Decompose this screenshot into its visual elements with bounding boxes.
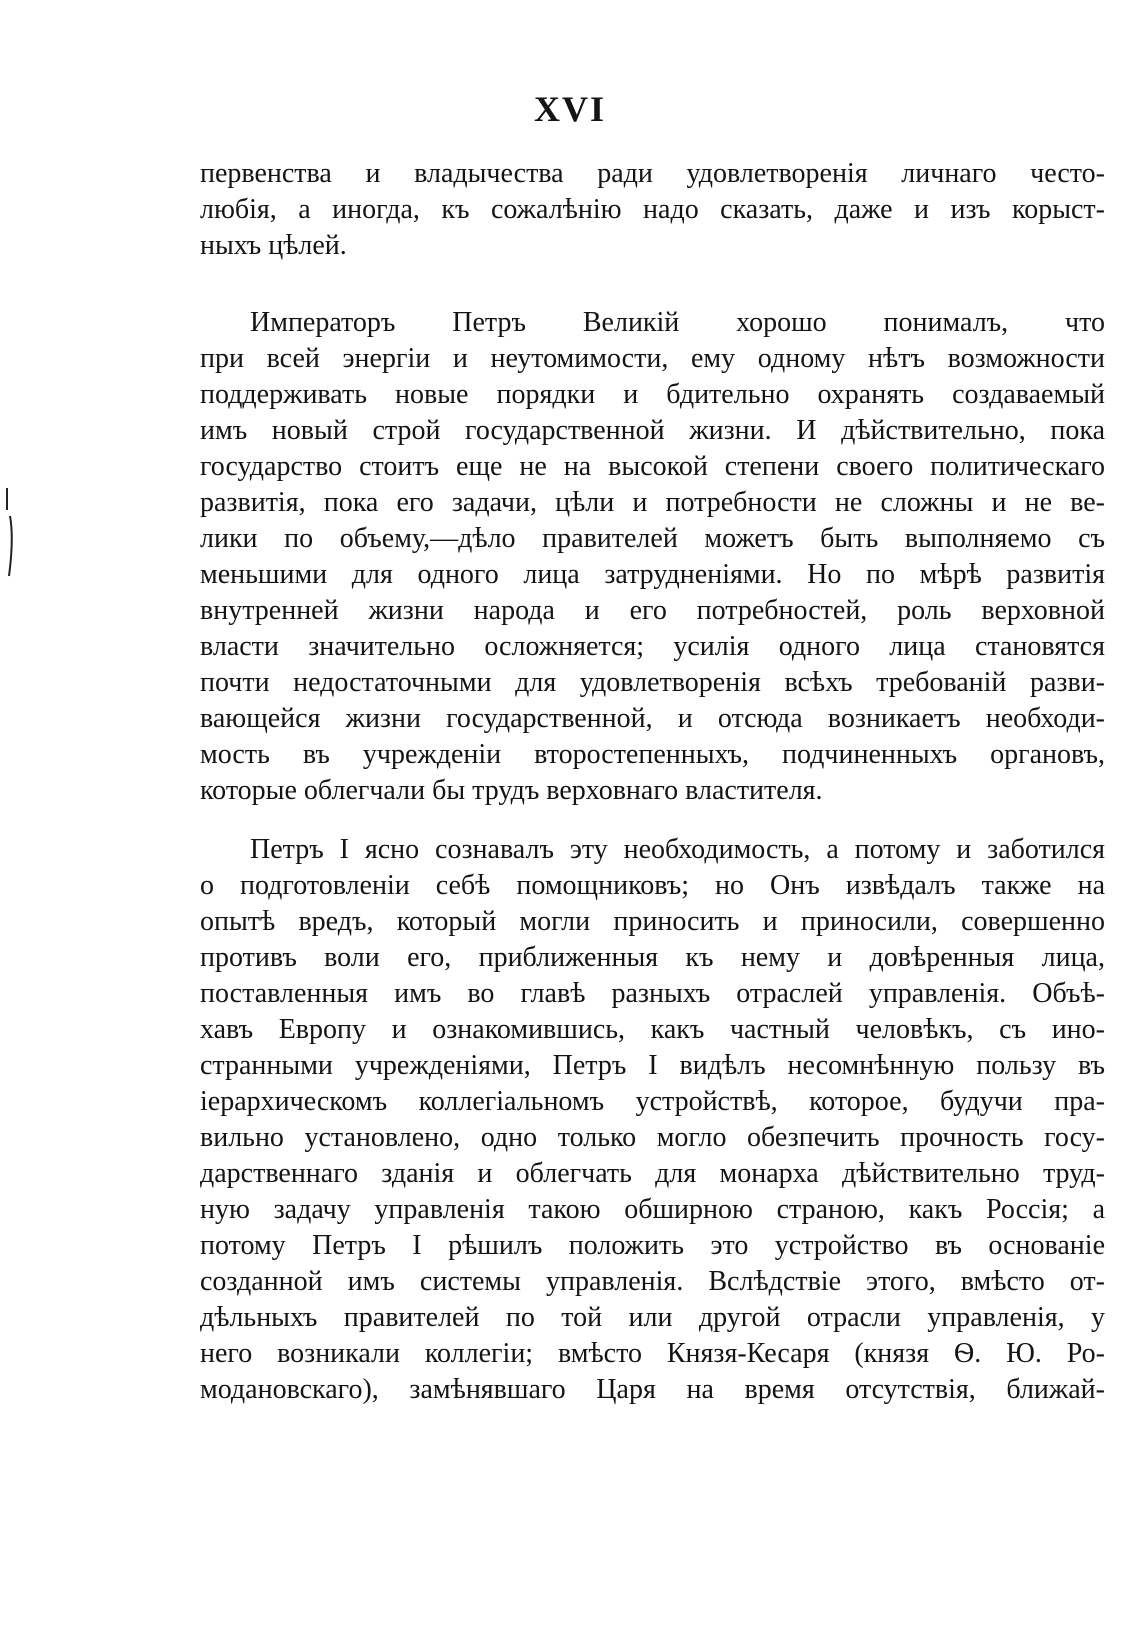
margin-mark-icon xyxy=(4,488,18,578)
text-line: власти значительно осложняется; усилія одного лица становятся xyxy=(200,631,1105,662)
text-line: развитія, пока его задачи, цѣли и потребности не сложны и не ве- xyxy=(200,487,1105,518)
text-line: созданной имъ системы управленія. Вслѣдствіе этого, вмѣсто от- xyxy=(200,1266,1105,1297)
paragraph-3 xyxy=(200,832,1105,1408)
text-line: хавъ Европу и ознакомившись, какъ частный человѣкъ, съ ино- xyxy=(200,1014,1105,1045)
text-line: іерархическомъ коллегіальномъ устройствѣ, которое, будучи пра- xyxy=(200,1086,1105,1117)
text-line: потому Петръ I рѣшилъ положить это устройство въ основаніе xyxy=(200,1230,1105,1261)
page-number: XVI xyxy=(533,89,606,129)
text-line: противъ воли его, приближенныя къ нему и довѣренныя лица, xyxy=(200,942,1105,973)
text-line: вающейся жизни государственной, и отсюда возникаетъ необходи- xyxy=(200,703,1105,734)
text-line: любія, а иногда, къ сожалѣнію надо сказать, даже и изъ корыст- xyxy=(200,194,1105,225)
text-line: ныхъ цѣлей. xyxy=(200,230,347,261)
text-line: поставленныя имъ во главѣ разныхъ отраслей управленія. Объѣ- xyxy=(200,978,1105,1009)
text-line: вильно установлено, одно только могло обезпечить прочность госу- xyxy=(200,1122,1105,1153)
text-line: мость въ учрежденіи второстепенныхъ, подчиненныхъ органовъ, xyxy=(200,739,1105,770)
text-line: него возникали коллегіи; вмѣсто Князя-Кесаря (князя Ѳ. Ю. Ро- xyxy=(200,1338,1105,1369)
text-line: дарственнаго зданія и облегчать для монарха дѣйствительно труд- xyxy=(200,1158,1105,1189)
text-line: при всей энергіи и неутомимости, ему одному нѣтъ возможности xyxy=(200,343,1105,374)
text-line: почти недостаточными для удовлетворенія всѣхъ требованій разви- xyxy=(200,667,1105,698)
text-line: которые облегчали бы трудъ верховнаго властителя. xyxy=(200,775,823,806)
text-line: о подготовленіи себѣ помощниковъ; но Онъ извѣдалъ также на xyxy=(200,870,1105,901)
text-line: поддерживать новые порядки и бдительно охранять создаваемый xyxy=(200,379,1105,410)
text-line: Петръ I ясно сознавалъ эту необходимость, а потому и заботился xyxy=(250,834,1105,865)
paragraph-1 xyxy=(200,156,1105,264)
text-line: странными учрежденіями, Петръ I видѣлъ несомнѣнную пользу въ xyxy=(200,1050,1105,1081)
text-line: опытѣ вредъ, который могли приносить и приносили, совершенно xyxy=(200,906,1105,937)
text-line: ную задачу управленія такою обширною страною, какъ Россія; а xyxy=(200,1194,1105,1225)
text-line: первенства и владычества ради удовлетворенія личнаго често- xyxy=(200,158,1105,189)
text-line: дѣльныхъ правителей по той или другой отрасли управленія, у xyxy=(200,1302,1105,1333)
text-line: Императоръ Петръ Великій хорошо понималъ, что xyxy=(250,307,1105,338)
text-line: внутренней жизни народа и его потребностей, роль верховной xyxy=(200,595,1105,626)
text-line: модановскаго), замѣнявшаго Царя на время отсутствія, ближай- xyxy=(200,1374,1105,1405)
text-line: меньшими для одного лица затрудненіями. Но по мѣрѣ развитія xyxy=(200,559,1105,590)
text-line: государство стоитъ еще не на высокой степени своего политическаго xyxy=(200,451,1105,482)
text-line: имъ новый строй государственной жизни. И дѣйствительно, пока xyxy=(200,415,1105,446)
text-line: лики по объему,—дѣло правителей можетъ быть выполняемо съ xyxy=(200,523,1105,554)
paragraph-2 xyxy=(200,305,1105,809)
